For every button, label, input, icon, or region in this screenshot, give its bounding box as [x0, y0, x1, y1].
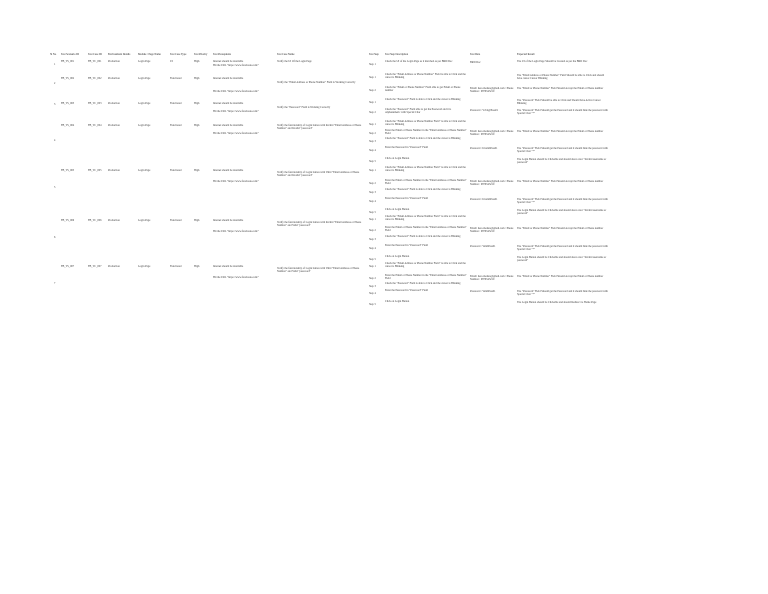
cell-step-description: Check the "Password" Field is able to Click and the cursor is Blinking [385, 235, 461, 238]
cell-case-type: Functional [170, 169, 182, 172]
cell-step-description: Check the "Email Address or Phone Number Field" is able to Click and the cursor is Blinking [385, 215, 466, 222]
cell-prerequisite: Internet should be Available [213, 60, 244, 63]
cell-step: Step 1 [369, 63, 376, 66]
cell-module: Login Page [138, 77, 151, 80]
cell-step: Step 5 [369, 258, 376, 261]
cell-step-description: Click on Login Button [385, 255, 410, 258]
cell-step: Step 4 [369, 149, 376, 152]
cell-case-type: Functional [170, 102, 182, 105]
cell-test-data: Password : InvalidPass01 [470, 147, 498, 150]
cell-step-description: Enter the Email or Phone Number in the "Email Address or Phone Number" Field [385, 226, 467, 233]
cell-scenario-id: FB_TS_006 [61, 219, 75, 222]
header-environment: Environment Details [108, 53, 131, 56]
cell-step-description: Check the "Password" Field is able to Click and the cursor is Blinking [385, 137, 461, 140]
cell-test-data: Email: hero.mohan@gmail.com / Phone Number : 9876543210 [470, 227, 514, 234]
cell-test-data: Password : Vcbd@Pass01 [470, 109, 499, 112]
cell-step: Step 4 [369, 247, 376, 250]
cell-case-name: Verify the functionality of Login button with Valid "Email Address or Phone Number" and Invalid "password" [277, 171, 360, 178]
cell-step: Step 2 [369, 132, 376, 135]
header-case-name: Test Case Name [277, 53, 295, 56]
cell-step-description: Click on Login Button [385, 300, 410, 303]
cell-prerequisite-url: Hit the URL "https://www.facebook.com/" [213, 276, 259, 279]
cell-prerequisite: Internet should be Available [213, 77, 244, 80]
cell-priority: High [194, 102, 200, 105]
header-module: Module / Page Name [138, 53, 161, 56]
cell-case-id: FB_TC_007 [88, 265, 102, 268]
cell-expected-result: The "Password" Field Should get the Password and it should hide the password with Special Char "*" [517, 109, 608, 116]
header-step: Test Step [369, 53, 379, 56]
cell-test-data: BRD Doc [470, 61, 481, 64]
cell-scenario-id: FB_TS_007 [61, 265, 75, 268]
cell-case-type: UI [170, 60, 173, 63]
cell-step-description: Check the UI of the Login Page as it matched as per BRD/Doc [385, 60, 453, 63]
header-sl-no: Sl No [50, 53, 57, 56]
header-case-type: Test Case Type [170, 53, 187, 56]
cell-step: Step 2 [369, 111, 376, 114]
cell-environment: Production [108, 265, 120, 268]
cell-case-id: FB_TC_004 [88, 124, 102, 127]
cell-case-name: Verify the functionality of Login button with Valid "Email Address or Phone Number" and Valid "password" [277, 267, 360, 274]
cell-scenario-id: FB_TS_001 [61, 60, 75, 63]
cell-test-data: Password : ValidPass01 [470, 245, 496, 248]
cell-sl-no: 3 [54, 103, 56, 106]
cell-prerequisite: Internet should be Available [213, 102, 244, 105]
cell-expected-result: The "Email or Phone Number" Field Should Accept the Email or Phone number [517, 87, 604, 90]
cell-prerequisite: Internet should be Available [213, 124, 244, 127]
cell-case-name: Verify the "Email Address or Phone Number" Field is Working Correctly [277, 81, 356, 84]
cell-prerequisite-url: Hit the URL "https://www.facebook.com/" [213, 64, 259, 67]
cell-expected-result: The Login Button should be Clickable and should show error "Invalid username or password" [517, 158, 607, 165]
cell-sl-no: 4 [54, 139, 56, 142]
cell-step: Step 5 [369, 211, 376, 214]
cell-expected-result: The "Password" Field Should get the Password and it should hide the password with Special Char "*" [517, 147, 608, 154]
cell-expected-result: The "Email or Phone Number" Field Should Accept the Email or Phone number [517, 227, 604, 230]
cell-step-description: Check the "Email Address or Phone Number Field" is able to Click and the cursor is Blinking [385, 120, 466, 127]
cell-case-name: Verify the functionality of Login button with Invalid "Email Address or Phone Number" and Valid "password" [277, 221, 362, 228]
cell-sl-no: 6 [54, 236, 56, 239]
cell-expected-result: The UI of the Login Page Should be Created as per the BRD Doc [517, 60, 588, 63]
cell-step: Step 1 [369, 123, 376, 126]
cell-step-description: Enter the Password in "Password" Field [385, 146, 428, 149]
cell-case-type: Functional [170, 124, 182, 127]
cell-sl-no: 2 [54, 82, 56, 85]
cell-step: Step 1 [369, 169, 376, 172]
cell-step-description: Check the "Email Address or Phone Number" Field is able to Click and the cursor is Blinking [385, 73, 466, 80]
cell-step: Step 1 [369, 218, 376, 221]
cell-step-description: Click on Login Button [385, 208, 410, 211]
cell-step: Step 3 [369, 191, 376, 194]
cell-prerequisite-url: Hit the URL "https://www.facebook.com/" [213, 132, 259, 135]
cell-expected-result: The "Password" Field Should be able to Click and Should have Active Cursor Blinking [517, 99, 601, 106]
cell-environment: Production [108, 169, 120, 172]
cell-prerequisite: Internet should be Available [213, 169, 244, 172]
cell-step-description: Check the "Password" Field is able to Click and the cursor is Blinking [385, 188, 461, 191]
cell-case-name: Verify the "Password" Field is Working Correctly [277, 106, 331, 109]
cell-module: Login Page [138, 219, 151, 222]
cell-expected-result: The "Email or Phone Number" Field Should Accept the Email or Phone number [517, 180, 604, 183]
cell-step-description: Check the "Email or Phone Number" Field able to get Email or Phone number [385, 86, 461, 93]
cell-priority: High [194, 77, 200, 80]
cell-step-description: Enter the Email or Phone Number in the "Email Address or Phone Number" Field [385, 129, 467, 136]
cell-module: Login Page [138, 169, 151, 172]
cell-module: Login Page [138, 265, 151, 268]
cell-step-description: Enter the Password in "Password" Field [385, 197, 428, 200]
cell-environment: Production [108, 77, 120, 80]
header-case-id: Test Case ID [88, 53, 102, 56]
cell-priority: High [194, 265, 200, 268]
cell-sl-no: 7 [54, 282, 56, 285]
header-expected-result: Expected Result [517, 53, 535, 56]
cell-step: Step 2 [369, 277, 376, 280]
cell-environment: Production [108, 219, 120, 222]
cell-module: Login Page [138, 102, 151, 105]
cell-sl-no: 1 [54, 63, 56, 66]
cell-prerequisite-url: Hit the URL "https://www.facebook.com/" [213, 90, 259, 93]
cell-step-description: Check the "Password" Field able to get the Password and it is Alphanumeric with Special Char [385, 108, 452, 115]
cell-test-data: Email: hero.mohan@gmail.com / Phone Number : 9876543210 [470, 130, 514, 137]
cell-case-type: Functional [170, 219, 182, 222]
cell-step: Step 5 [369, 303, 376, 306]
cell-step-description: Enter the Email or Phone Number in the "Email Address or Phone Number" Field [385, 179, 467, 186]
cell-step: Step 4 [369, 200, 376, 203]
cell-step: Step 3 [369, 285, 376, 288]
cell-step-description: Enter the Email or Phone Number in the "Email Address or Phone Number" Field [385, 274, 467, 281]
cell-step-description: Enter the Password in "Password" Field [385, 289, 428, 292]
header-test-data: Test Data [470, 53, 481, 56]
cell-priority: High [194, 60, 200, 63]
cell-scenario-id: FB_TS_005 [61, 169, 75, 172]
cell-step: Step 1 [369, 76, 376, 79]
cell-step-description: Check the "Email Address or Phone Number Field" is able to Click and the cursor is Blinking [385, 262, 466, 269]
header-step-description: Test Step Description [385, 53, 409, 56]
cell-case-type: Functional [170, 265, 182, 268]
cell-environment: Production [108, 102, 120, 105]
cell-environment: Production [108, 124, 120, 127]
cell-step: Step 5 [369, 160, 376, 163]
cell-priority: High [194, 169, 200, 172]
cell-expected-result: The "Email Address or Phone Number" Field Should be able to Click and should have cursor Cursor Blinking [517, 74, 605, 81]
cell-scenario-id: FB_TS_003 [61, 102, 75, 105]
header-prerequisite: Test Prerequisite [213, 53, 231, 56]
cell-step-description: Enter the Password in "Password" Field [385, 244, 428, 247]
cell-expected-result: The "Email or Phone Number" Field Should Accept the Email or Phone number [517, 130, 604, 133]
cell-expected-result: The "Password" Field Should get the Password and it should hide the password with Special Char "*" [517, 290, 608, 297]
cell-expected-result: The "Password" Field Should get the Password and it should hide the password with Special Char "*" [517, 245, 608, 252]
cell-test-data: Email: hero.mohan@gmail.com / Phone Number : 9876543210 [470, 87, 514, 94]
cell-scenario-id: FB_TS_004 [61, 124, 75, 127]
cell-case-id: FB_TC_001 [88, 60, 102, 63]
cell-sl-no: 5 [54, 186, 56, 189]
cell-case-id: FB_TC_006 [88, 219, 102, 222]
cell-module: Login Page [138, 60, 151, 63]
cell-test-data: Password : ValidPass01 [470, 290, 496, 293]
cell-step: Step 3 [369, 140, 376, 143]
cell-prerequisite: Internet should be Available [213, 219, 244, 222]
cell-case-id: FB_TC_002 [88, 77, 102, 80]
header-priority: Test Priority [194, 53, 208, 56]
cell-priority: High [194, 124, 200, 127]
cell-case-id: FB_TC_005 [88, 169, 102, 172]
cell-prerequisite-url: Hit the URL "https://www.facebook.com/" [213, 180, 259, 183]
header-scenario-id: Test Scenario ID [61, 53, 80, 56]
cell-step-description: Check the "Email Address or Phone Number Field" is able to Click and the cursor is Blinking [385, 166, 466, 173]
cell-step: Step 1 [369, 101, 376, 104]
cell-step: Step 3 [369, 238, 376, 241]
cell-step-description: Check the "Password" Field is able to Click and the cursor is Blinking [385, 98, 461, 101]
cell-step-description: Click on Login Button [385, 157, 410, 160]
cell-prerequisite-url: Hit the URL "https://www.facebook.com/" [213, 230, 259, 233]
cell-priority: High [194, 219, 200, 222]
cell-prerequisite-url: Hit the URL "https://www.facebook.com/" [213, 110, 259, 113]
cell-case-type: Functional [170, 77, 182, 80]
cell-expected-result: The Login Button should be Clickable and should show error "Invalid username or password" [517, 256, 607, 263]
cell-test-data: Email: hero.mohan@gmail.com / Phone Number : 9876543210 [470, 180, 514, 187]
cell-scenario-id: FB_TS_002 [61, 77, 75, 80]
cell-expected-result: The Login Button should be Clickable and should show error "Invalid username or password" [517, 209, 607, 216]
cell-expected-result: The "Password" Field Should get the Password and it should hide the password with Special Char "*" [517, 198, 608, 205]
cell-expected-result: The Login Button should be Clickable and should Redirect to Home Page [517, 301, 597, 304]
cell-step-description: Check the "Password" Field is able to Click and the cursor is Blinking [385, 282, 461, 285]
cell-case-name: Verify the functionality of Login button with Invalid "Email Address or Phone Number" and Invalid "password" [277, 124, 362, 131]
cell-test-data: Password : InvalidPass01 [470, 198, 498, 201]
cell-step: Step 2 [369, 89, 376, 92]
cell-test-data: Email: hero.mohan@gmail.com / Phone Number : 9876543210 [470, 275, 514, 282]
cell-step: Step 1 [369, 265, 376, 268]
cell-module: Login Page [138, 124, 151, 127]
cell-step: Step 2 [369, 182, 376, 185]
cell-prerequisite: Internet should be Available [213, 265, 244, 268]
cell-case-id: FB_TC_003 [88, 102, 102, 105]
cell-expected-result: The "Email or Phone Number" Field Should Accept the Email or Phone number [517, 275, 604, 278]
cell-step: Step 4 [369, 292, 376, 295]
cell-step: Step 2 [369, 229, 376, 232]
cell-environment: Production [108, 60, 120, 63]
cell-case-name: Verify the UI Of the Login Page [277, 60, 312, 63]
